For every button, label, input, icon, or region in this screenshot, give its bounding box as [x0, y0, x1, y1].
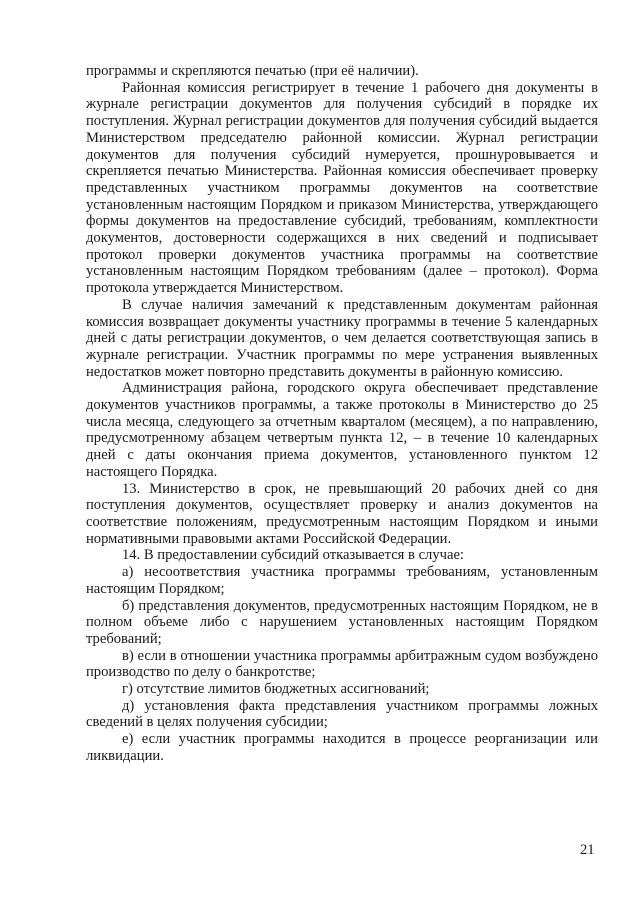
list-item-g: г) отсутствие лимитов бюджетных ассигнований; [122, 681, 430, 698]
list-item-d: д) установления факта представления участником программы ложных сведений в целях получения субсидии; [86, 697, 598, 731]
list-item-a: а) несоответствия участника программы требованиям, установленным настоящим Порядком; [86, 564, 598, 597]
paragraph-registration: Районная комиссия регистрирует в течение 1 рабочего дня документы в журнале регистрации документов для получения субсидий в порядке их поступления. Журнал регистрации документов для получения субсидий выдается Министерством председателю районной комиссии. Журнал регистрации документов для получения субсидий нумеруется, прошнуровывается и скрепляется печатью Министерства. Районная комиссия обеспечивает проверку представленных участником программы документов на соответствие установленным настоящим Порядком и приказом Министерства, утверждающего формы документов на предоставление субсидий, требованиям, комплектности документов, достоверности содержащихся в них сведений и подписывает протокол проверки документов участника программы на соответствие установленным настоящим Порядком требованиям (далее – протокол). Форма протокола утверждается Министерством. [86, 79, 598, 297]
paragraph-remarks: В случае наличия замечаний к представленным документам районная комиссия возвращает документы участнику программы в течение 5 календарных дней с даты регистрации документов, о чем делается соответствующая запись в журнале регистрации. Участник программы по мере устранения выявленных недостатков может повторно представить документы в районную комиссию. [86, 296, 598, 380]
list-item-e: е) если участник программы находится в процессе реорганизации или ликвидации. [86, 731, 598, 764]
list-item-b: б) представления документов, предусмотренных настоящим Порядком, не в полном объеме либо с нарушением установленных настоящим Порядком требований; [86, 597, 598, 647]
paragraph-continuation: программы и скрепляются печатью (при её наличии). [86, 63, 419, 79]
document-body [86, 63, 598, 765]
paragraph-administration: Администрация района, городского округа обеспечивает представление документов участников программы, а также протоколы в Министерство до 25 числа месяца, следующего за отчетным кварталом (месяцем), а по направлению, предусмотренному абзацем четвертым пункта 12, – в течение 10 календарных дней с даты окончания приема документов, установленного пунктом 12 настоящего Порядка. [86, 380, 598, 480]
paragraph-item-14: 14. В предоставлении субсидий отказывается в случае: [122, 547, 464, 564]
page-number: 21 [580, 842, 595, 858]
list-item-v: в) если в отношении участника программы арбитражным судом возбуждено производство по делу о банкротстве; [86, 647, 598, 681]
paragraph-item-13: 13. Министерство в срок, не превышающий 20 рабочих дней со дня поступления документов, осуществляет проверку и анализ документов на соответствие положениям, предусмотренным настоящим Порядком и иными нормативными правовыми актами Российской Федерации. [86, 480, 598, 547]
